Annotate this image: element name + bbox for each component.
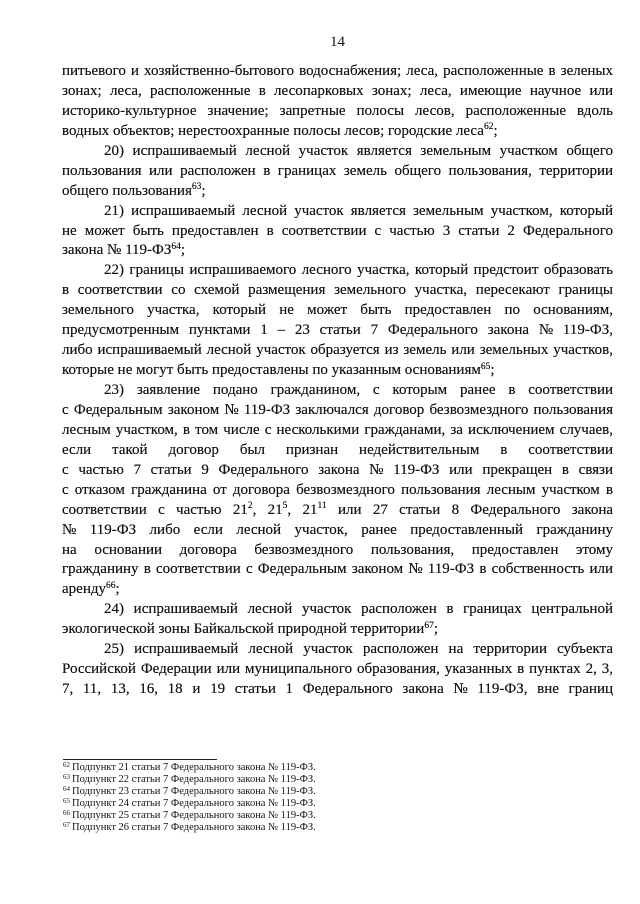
footnote-ref: 62: [483, 122, 494, 133]
text-segment: не может быть предоставлен в соответствии с частью 3 статьи 2 Федерального: [62, 222, 613, 239]
text-line: [62, 660, 613, 680]
footnote-mark: 63: [63, 772, 70, 781]
text-segment: 7, 11, 13, 16, 18 и 19 статьи 1 Федерального закона № 119-ФЗ, вне границ: [62, 681, 613, 698]
text-segment: ;: [115, 581, 120, 598]
text-line: [62, 341, 613, 361]
text-line: [62, 381, 613, 401]
footnote-ref: 11: [317, 501, 327, 512]
text-line: [62, 541, 613, 561]
text-segment: гражданину в соответствии с Федеральным законом № 119-ФЗ в собственность или: [62, 561, 613, 578]
text-segment: на основании договора безвозмездного пользования, предоставлен этому: [62, 541, 613, 558]
footnote-separator: [63, 759, 217, 760]
footnote-ref: 64: [171, 241, 181, 252]
text-segment: 23) заявление подано гражданином, с которым ранее в соответствии: [104, 382, 613, 398]
footnote-mark: 67: [63, 820, 70, 829]
footnote-item: [63, 774, 316, 786]
footnote-item: [63, 786, 316, 798]
text-segment: с отказом гражданина от договора безвозмездного пользования лесным участком в: [62, 481, 613, 498]
text-segment: если такой договор был признан недействительным в соответствии: [62, 441, 613, 458]
text-line: [62, 142, 613, 162]
text-segment: ;: [490, 362, 495, 379]
text-segment: 20) испрашиваемый лесной участок является земельным участком общего: [104, 142, 613, 159]
footnote-text: Подпункт 23 статьи 7 Федерального закона № 119-ФЗ.: [72, 786, 316, 797]
text-segment: ;: [433, 621, 438, 638]
text-line: [62, 501, 613, 521]
footnote-ref: 2: [247, 501, 253, 512]
text-line: [62, 62, 613, 82]
footnote-mark: 66: [63, 808, 70, 817]
list-item: [62, 600, 613, 640]
text-line: [62, 481, 613, 501]
body-text: [62, 62, 613, 700]
text-segment: 25) испрашиваемый лесной участок расположен на территории субъекта: [104, 641, 613, 658]
text-segment: , 21: [252, 501, 283, 518]
text-segment: экологической зоны Байкальской природной территории: [62, 621, 425, 638]
footnote-text: Подпункт 24 статьи 7 Федерального закона № 119-ФЗ.: [72, 798, 316, 809]
text-segment: 22) границы испрашиваемого лесного участка, который предстоит образовать: [104, 262, 613, 279]
text-line: [62, 421, 613, 441]
text-segment: ;: [201, 182, 206, 199]
footnote-ref: 67: [424, 620, 434, 631]
text-line: [62, 600, 613, 620]
text-line: [62, 401, 613, 421]
text-line: [62, 122, 613, 142]
text-segment: которые не могут быть предоставлены по указанным основаниям: [62, 362, 481, 379]
text-segment: либо испрашиваемый лесной участок образуется из земель или земельных участков,: [62, 342, 613, 359]
text-segment: Российской Федерации или муниципального образования, указанных в пунктах 2, 3,: [62, 661, 613, 678]
footnote-text: Подпункт 26 статьи 7 Федерального закона № 119-ФЗ.: [72, 822, 316, 833]
text-segment: предусмотренным пунктами 1 – 23 статьи 7 Федерального закона № 119-ФЗ,: [62, 322, 613, 339]
text-segment: пользования или расположен в границах земель общего пользования, территории: [62, 162, 613, 179]
continuation-paragraph: [62, 62, 613, 142]
text-segment: историко-культурное значение; запретные полосы лесов, расположенные вдоль: [62, 102, 613, 119]
text-segment: ;: [180, 242, 186, 259]
footnote-item: [63, 822, 316, 834]
footnote-ref: 65: [480, 361, 491, 372]
text-line: [62, 241, 613, 261]
list-item: [62, 202, 613, 262]
footnote-ref: 66: [105, 580, 116, 591]
footnote-text: Подпункт 22 статьи 7 Федерального закона № 119-ФЗ.: [72, 774, 316, 785]
text-line: [62, 620, 613, 640]
text-segment: с частью 7 статьи 9 Федерального закона № 119-ФЗ или прекращен в связи: [62, 461, 613, 478]
text-segment: аренду: [62, 581, 106, 598]
footnote-ref: 63: [191, 182, 202, 193]
text-line: [62, 281, 613, 301]
page-number: 14: [330, 34, 345, 50]
text-segment: питьевого и хозяйственно-бытового водоснабжения; леса, расположенные в зеленых: [62, 63, 613, 79]
footnote-ref: 5: [282, 501, 288, 512]
footnote-mark: 65: [63, 796, 70, 805]
text-line: [62, 461, 613, 481]
footnote-item: [63, 798, 316, 810]
text-line: [62, 301, 613, 321]
footnote-text: Подпункт 21 статьи 7 Федерального закона № 119-ФЗ.: [72, 762, 316, 773]
text-line: [62, 580, 613, 600]
footnote-text: Подпункт 25 статьи 7 Федерального закона № 119-ФЗ.: [72, 810, 316, 821]
text-line: [62, 261, 613, 281]
text-segment: земельного участка, который не может быть предоставлен по основаниям,: [62, 302, 613, 319]
text-segment: ;: [493, 122, 498, 139]
list-item: [62, 640, 613, 700]
text-segment: , 21: [287, 501, 318, 518]
text-line: [62, 560, 613, 580]
text-segment: водных объектов; нерестоохранные полосы лесов; городские леса: [62, 122, 484, 139]
text-segment: соответствии с частью 21: [62, 501, 248, 518]
text-line: [62, 321, 613, 341]
text-line: [62, 162, 613, 182]
text-line: [62, 680, 613, 700]
text-line: [62, 640, 613, 660]
list-item: [62, 381, 613, 600]
text-segment: 24) испрашиваемый лесной участок расположен в границах центральной: [104, 601, 613, 618]
text-line: [62, 102, 613, 122]
text-line: [62, 222, 613, 242]
footnote-mark: 64: [63, 784, 70, 793]
text-line: [62, 182, 613, 202]
text-line: [62, 202, 613, 222]
footnote-mark: 62: [63, 760, 70, 769]
text-line: [62, 521, 613, 541]
text-segment: 21) испрашиваемый лесной участок является земельным участком, который: [104, 202, 613, 219]
text-segment: с Федеральным законом № 119-ФЗ заключался договор безвозмездного пользования: [62, 401, 613, 418]
text-line: [62, 441, 613, 461]
list-item: [62, 261, 613, 381]
text-segment: зонах; леса, расположенные в лесопарковых зонах; леса, имеющие научное или: [62, 82, 613, 99]
text-segment: закона № 119-ФЗ: [62, 242, 172, 259]
text-segment: лесным участком, в том числе с несколькими гражданами, за исключением случаев,: [62, 421, 613, 438]
footnotes: [63, 762, 316, 834]
list-item: [62, 142, 613, 202]
footnote-item: [63, 762, 316, 774]
text-segment: или 27 статьи 8 Федерального закона: [326, 501, 614, 518]
text-segment: № 119-ФЗ либо если лесной участок, ранее предоставленный гражданину: [62, 521, 613, 538]
text-segment: общего пользования: [62, 182, 192, 199]
footnote-item: [63, 810, 316, 822]
text-line: [62, 82, 613, 102]
text-segment: в соответствии со схемой размещения земельного участка, пересекают границы: [62, 282, 613, 299]
text-line: [62, 361, 613, 381]
